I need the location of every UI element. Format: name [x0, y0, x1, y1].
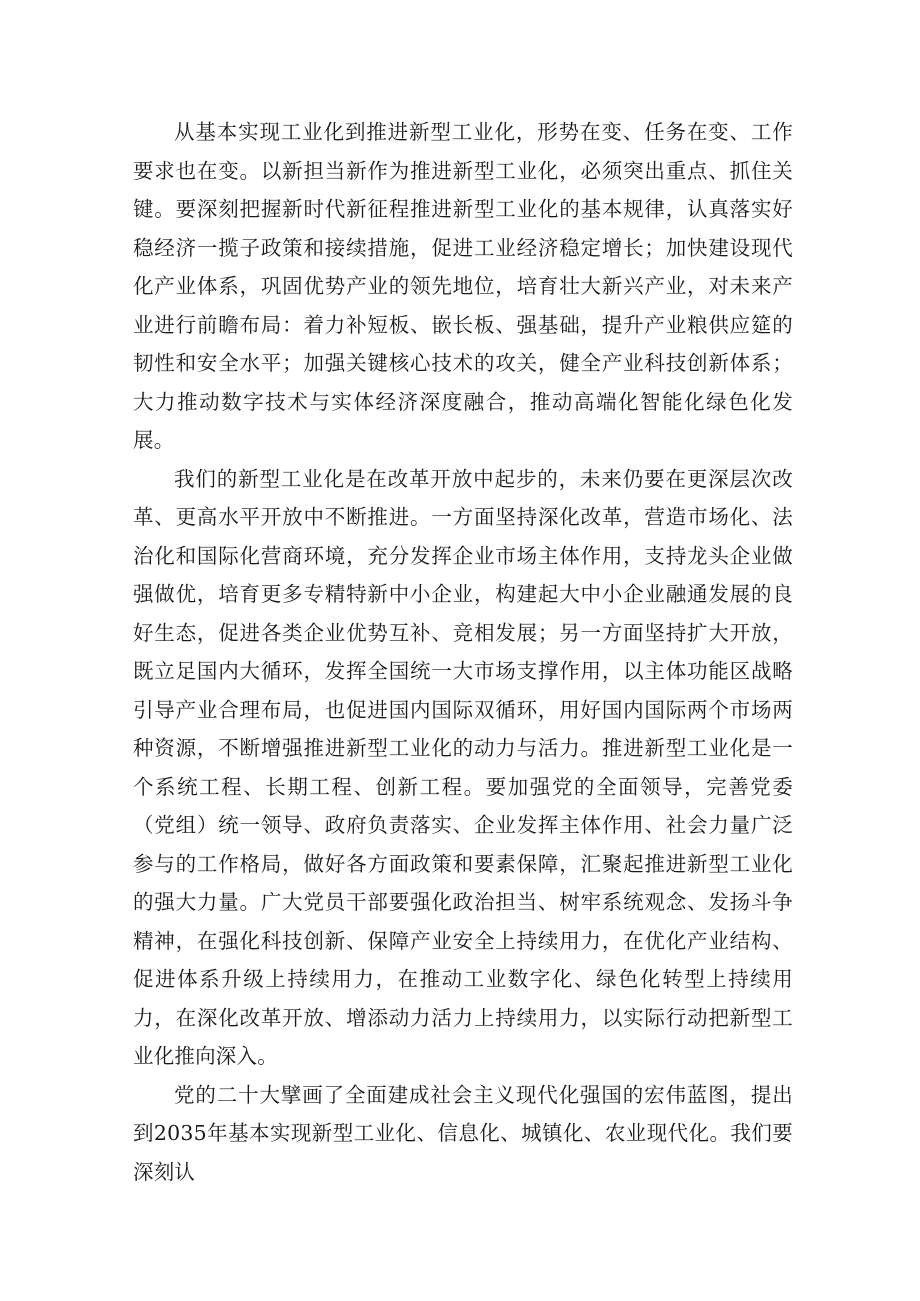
- paragraph-2: 我们的新型工业化是在改革开放中起步的，未来仍要在更深层次改革、更高水平开放中不断推进。一方面坚持深化改革，营造市场化、法治化和国际化营商环境，充分发挥企业市场主体作用，支持龙头企业做强做优，培育更多专精特新中小企业，构建起大中小企业融通发展的良好生态，促进各类企业优势互补、竞相发展；另一方面坚持扩大开放，既立足国内大循环，发挥全国统一大市场支撑作用，以主体功能区战略引导产业合理布局，也促进国内国际双循环，用好国内国际两个市场两种资源，不断增强推进新型工业化的动力与活力。推进新型工业化是一个系统工程、长期工程、创新工程。要加强党的全面领导，完善党委（党组）统一领导、政府负责落实、企业发挥主体作用、社会力量广泛参与的工作格局，做好各方面政策和要素保障，汇聚起推进新型工业化的强大力量。广大党员干部要强化政治担当、树牢系统观念、发扬斗争精神，在强化科技创新、保障产业安全上持续用力，在优化产业结构、促进体系升级上持续用力，在推动工业数字化、绿色化转型上持续用力，在深化改革开放、增添动力活力上持续用力，以实际行动把新型工业化推向深入。: [133, 466, 793, 1068]
- paragraph-1: 从基本实现工业化到推进新型工业化，形势在变、任务在变、工作要求也在变。以新担当新作为推进新型工业化，必须突出重点、抓住关键。要深刻把握新时代新征程推进新型工业化的基本规律，认真落实好稳经济一揽子政策和接续措施，促进工业经济稳定增长；加快建设现代化产业体系，巩固优势产业的领先地位，培育壮大新兴产业，对未来产业进行前瞻布局：着力补短板、嵌长板、强基础，提升产业粮供应筵的韧性和安全水平；加强关键核心技术的攻关，健全产业科技创新体系；大力推动数字技术与实体经济深度融合，推动高端化智能化绿色化发展。: [133, 120, 793, 452]
- document-body: [133, 113, 793, 1191]
- paragraph-3: 党的二十大擘画了全面建成社会主义现代化强国的宏伟蓝图，提出到2035年基本实现新型工业化、信息化、城镇化、农业现代化。我们要深刻认: [133, 1082, 793, 1184]
